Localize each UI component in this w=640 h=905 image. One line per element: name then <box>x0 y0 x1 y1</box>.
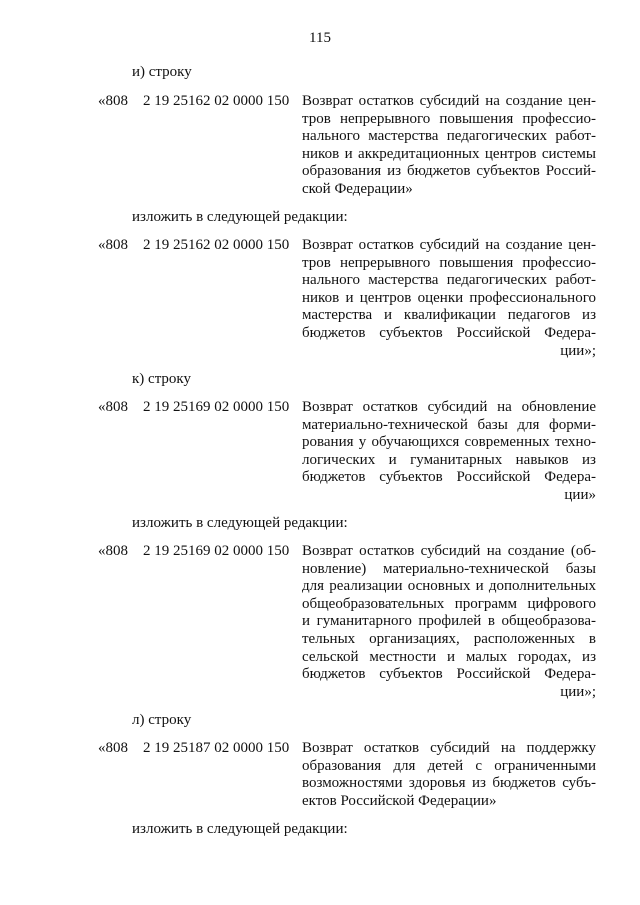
admin-code: «808 <box>98 93 128 109</box>
entry-description <box>302 237 596 360</box>
description-line: ции»; <box>560 683 596 700</box>
description-line: Возврат остатков субсидий на поддержку <box>302 740 596 756</box>
description-line: нального мастерства педагогических работ- <box>302 128 596 145</box>
entry-description <box>302 93 596 199</box>
description-line: сельской местности и малых городах, из <box>302 648 596 665</box>
instruction-text: к) строку <box>132 371 192 387</box>
description-line: Возврат остатков субсидий на создание цен- <box>302 93 596 109</box>
description-line: новление) материально-технической базы <box>302 560 596 577</box>
admin-code: «808 <box>98 543 128 559</box>
description-line: Возврат остатков субсидий на обновление <box>302 399 596 415</box>
instruction-text: и) строку <box>132 64 192 80</box>
kbk-code: 2 19 25162 02 0000 150 <box>143 93 290 109</box>
entry-code <box>98 237 289 254</box>
description-line: рования у обучающихся современных техно- <box>302 434 596 451</box>
kbk-code: 2 19 25162 02 0000 150 <box>143 237 290 253</box>
admin-code: «808 <box>98 740 128 756</box>
description-line: бюджетов субъектов Российской Федера- <box>302 666 596 683</box>
description-line: бюджетов субъектов Российской Федера- <box>302 324 596 341</box>
description-line: бюджетов субъектов Российской Федера- <box>302 469 596 486</box>
description-line: ции» <box>564 486 596 503</box>
instruction-text: изложить в следующей редакции: <box>132 515 348 531</box>
description-line: Возврат остатков субсидий на создание цен- <box>302 237 596 253</box>
description-line: ции»; <box>560 342 596 359</box>
kbk-code: 2 19 25169 02 0000 150 <box>143 543 290 559</box>
entry-code <box>98 399 289 416</box>
instruction-text: изложить в следующей редакции: <box>132 821 348 837</box>
instruction-text: изложить в следующей редакции: <box>132 209 348 225</box>
description-line: и гуманитарного профилей в общеобразова- <box>302 613 596 630</box>
description-line: возможностями здоровья из бюджетов субъ- <box>302 775 596 792</box>
description-line: ской Федерации» <box>302 180 413 197</box>
entry-description <box>302 399 596 505</box>
admin-code: «808 <box>98 237 128 253</box>
instruction-text: л) строку <box>132 712 192 728</box>
description-line: тров непрерывного повышения профессио- <box>302 110 596 127</box>
description-line: материально-технической базы для форми- <box>302 416 596 433</box>
description-line: тельных организациях, расположенных в <box>302 630 596 647</box>
entry-description <box>302 740 596 810</box>
description-line: мастерства и квалификации педагогов из <box>302 307 596 324</box>
kbk-code: 2 19 25187 02 0000 150 <box>143 740 290 756</box>
entry-code <box>98 740 289 757</box>
description-line: ников и центров оценки профессионального <box>302 289 596 306</box>
description-line: образования из бюджетов субъектов Россий- <box>302 163 596 180</box>
entry-description <box>302 543 596 701</box>
entry-code <box>98 93 289 110</box>
entry-code <box>98 543 289 560</box>
description-line: нального мастерства педагогических работ- <box>302 272 596 289</box>
description-line: ников и аккредитационных центров системы <box>302 145 596 162</box>
description-line: общеобразовательных программ цифрового <box>302 595 596 612</box>
description-line: ектов Российской Федерации» <box>302 792 497 809</box>
description-line: образования для детей с ограниченными <box>302 757 596 774</box>
description-line: Возврат остатков субсидий на создание (об- <box>302 543 596 559</box>
description-line: тров непрерывного повышения профессио- <box>302 254 596 271</box>
page-number: 115 <box>309 30 331 46</box>
description-line: логических и гуманитарных навыков из <box>302 451 596 468</box>
admin-code: «808 <box>98 399 128 415</box>
kbk-code: 2 19 25169 02 0000 150 <box>143 399 290 415</box>
description-line: для реализации основных и дополнительных <box>302 578 596 595</box>
